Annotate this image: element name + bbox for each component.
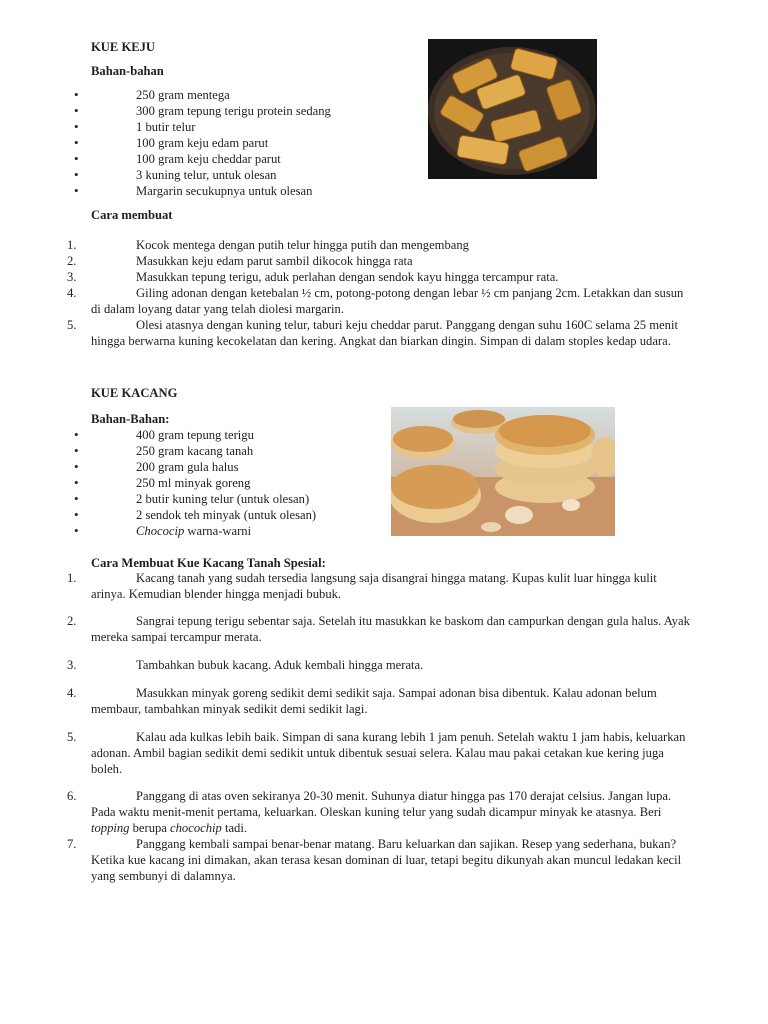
step-item: [0, 570, 690, 602]
step-number: 3.: [67, 270, 77, 284]
step-text-part: tadi.: [221, 821, 247, 835]
step-item: [0, 729, 690, 777]
ingredient-italic: Chococip: [136, 524, 185, 538]
ingredient-item: • Margarin secukupnya untuk olesan: [0, 183, 420, 199]
step-item: [0, 269, 690, 285]
ingredient-item: • 300 gram tepung terigu protein sedang: [0, 103, 420, 119]
ingredient-item: [0, 523, 420, 539]
step-text: Masukkan tepung terigu, aduk perlahan dengan sendok kayu hingga tercampur rata.: [136, 270, 559, 284]
ingredient-item: • 200 gram gula halus: [0, 459, 420, 475]
kue-kacang-step-list: [0, 570, 690, 884]
kue-keju-ingredients-heading: Bahan-bahan: [91, 64, 164, 78]
step-item: [0, 285, 690, 317]
step-item: [0, 317, 690, 349]
step-item: [0, 685, 690, 717]
kue-kacang-method-heading: Cara Membuat Kue Kacang Tanah Spesial:: [91, 556, 326, 570]
step-number: 2.: [67, 614, 77, 628]
ingredient-item: • 250 ml minyak goreng: [0, 475, 420, 491]
ingredient-item: • 100 gram keju edam parut: [0, 135, 420, 151]
step-number: 7.: [67, 837, 77, 851]
kue-kacang-ingredients-heading: Bahan-Bahan:: [91, 412, 170, 426]
step-number: 6.: [67, 789, 77, 803]
step-text: Tambahkan bubuk kacang. Aduk kembali hingga merata.: [136, 658, 424, 672]
step-text: Kacang tanah yang sudah tersedia langsung saja disangrai hingga matang. Kupas kulit luar hingga kulit arinya. Kemudian blender hingga menjadi bubuk.: [91, 571, 657, 601]
step-item: [0, 788, 690, 836]
ingredient-rest: warna-warni: [184, 524, 252, 538]
step-text-part: Panggang di atas oven sekiranya 20-30 menit. Suhunya diatur hingga pas 170 derajat celsius. Jangan lupa. Pada waktu menit-menit pertama, keluarkan. Oleskan kuning telur yang sudah dicampur minyak ke atasnya. Beri: [91, 789, 672, 819]
step-text: Panggang kembali sampai benar-benar matang. Baru keluarkan dan sajikan. Resep yang sederhana, bukan? Ketika kue kacang ini dimakan, akan terasa kesan dominan di luar, tetapi begitu dikunyah akan muncul ledakan kecil yang sembunyi di dalamnya.: [91, 837, 682, 883]
kue-kacang-title: KUE KACANG: [91, 386, 178, 400]
step-text: Masukkan minyak goreng sedikit demi sedikit saja. Sampai adonan bisa dibentuk. Kalau adonan belum membaur, tambahkan minyak sedikit demi sedikit lagi.: [91, 686, 657, 716]
step-number: 5.: [67, 730, 77, 744]
step-item: [0, 657, 690, 673]
step-text: Giling adonan dengan ketebalan ½ cm, potong-potong dengan lebar ½ cm panjang 2cm. Letakkan dan susun di dalam loyang datar yang telah diolesi margarin.: [91, 286, 684, 316]
step-text: Kocok mentega dengan putih telur hingga putih dan mengembang: [136, 238, 469, 252]
step-text: [91, 788, 690, 836]
kue-keju-step-list: [0, 237, 690, 349]
step-number: 4.: [67, 686, 77, 700]
ingredient-item: • 400 gram tepung terigu: [0, 427, 420, 443]
step-text-italic: chocochip: [170, 821, 222, 835]
step-number: 4.: [67, 286, 77, 300]
step-text: Sangrai tepung terigu sebentar saja. Setelah itu masukkan ke baskom dan campurkan dengan gula halus. Ayak mereka sampai tercampur merata.: [91, 614, 690, 644]
ingredient-item: • 3 kuning telur, untuk olesan: [0, 167, 420, 183]
step-text: Kalau ada kulkas lebih baik. Simpan di sana kurang lebih 1 jam penuh. Setelah waktu 1 jam habis, keluarkan adonan. Ambil bagian sedikit demi sedikit untuk dibentuk sesuai selera. Kalau mau pakai cetakan kue kering juga boleh.: [91, 730, 686, 776]
step-item: [0, 253, 690, 269]
ingredient-item: • 2 sendok teh minyak (untuk olesan): [0, 507, 420, 523]
step-text: Olesi atasnya dengan kuning telur, taburi keju cheddar parut. Panggang dengan suhu 160C selama 25 menit hingga berwarna kuning kecokelatan dan kering. Angkat dan biarkan dingin. Simpan di dalam stoples kedap udara.: [91, 318, 678, 348]
step-number: 5.: [67, 318, 77, 332]
step-number: 1.: [67, 238, 77, 252]
step-item: [0, 613, 690, 645]
kue-keju-title: KUE KEJU: [91, 40, 156, 54]
step-text: Masukkan keju edam parut sambil dikocok hingga rata: [136, 254, 413, 268]
ingredient-item: • 2 butir kuning telur (untuk olesan): [0, 491, 420, 507]
kue-keju-photo: [428, 39, 597, 179]
kue-keju-method-heading: Cara membuat: [91, 208, 173, 222]
kue-kacang-ingredient-list: [0, 427, 420, 539]
ingredient-item: • 1 butir telur: [0, 119, 420, 135]
ingredient-item: • 100 gram keju cheddar parut: [0, 151, 420, 167]
ingredient-item: • 250 gram kacang tanah: [0, 443, 420, 459]
step-number: 2.: [67, 254, 77, 268]
step-item: [0, 237, 690, 253]
step-text-italic: topping: [91, 821, 130, 835]
ingredient-item: • 250 gram mentega: [0, 87, 420, 103]
step-text-part: berupa: [129, 821, 171, 835]
step-number: 1.: [67, 571, 77, 585]
kue-keju-ingredient-list: [0, 87, 420, 199]
step-item: [0, 836, 690, 884]
kue-kacang-photo: [391, 407, 615, 536]
step-number: 3.: [67, 658, 77, 672]
